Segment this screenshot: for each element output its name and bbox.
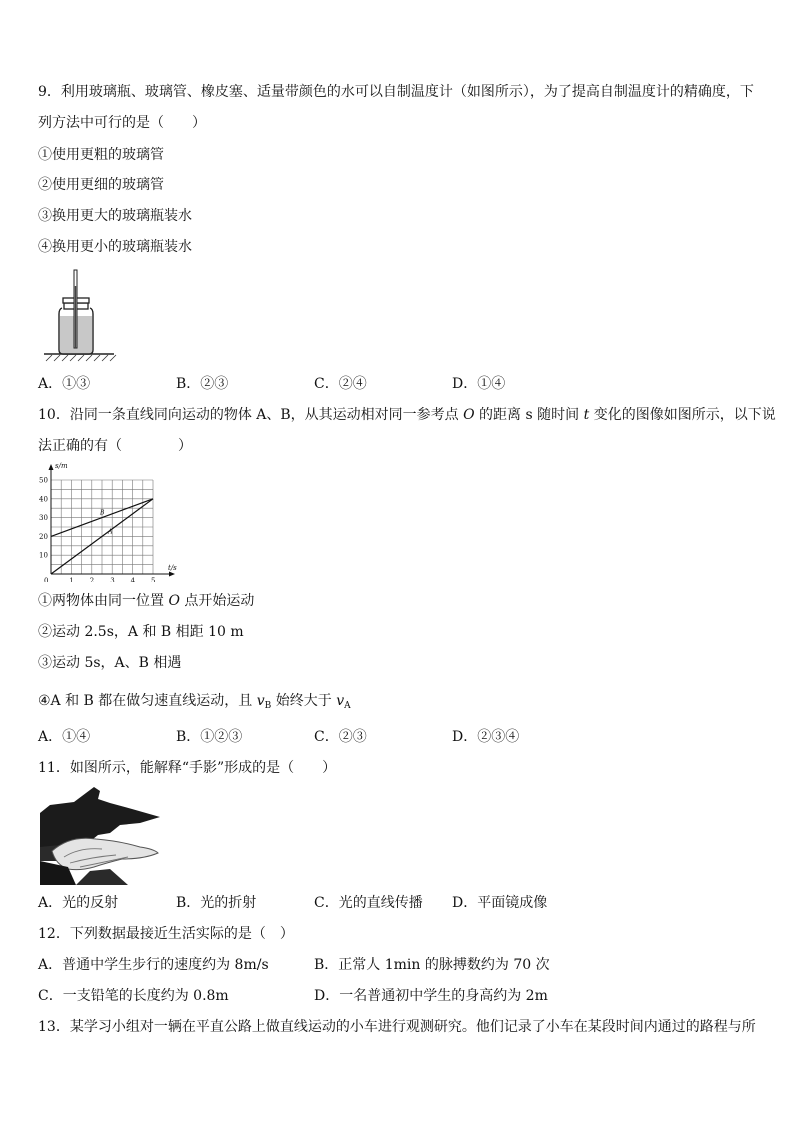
q11-option-c[interactable]: C．光的直线传播 [314, 895, 423, 911]
y-tick-label: 30 [39, 514, 48, 523]
y-tick-label: 20 [39, 532, 48, 541]
x-axis-label: t/s [168, 564, 177, 572]
series-label-B: B [99, 509, 105, 517]
y-tick-label: 50 [39, 476, 48, 485]
q11-option-d[interactable]: D．平面镜成像 [452, 895, 548, 911]
q10-item-2: ②运动 2.5s，A 和 B 相距 10 m [38, 624, 244, 640]
y-tick-label: 10 [39, 551, 48, 560]
q10-item-3: ③运动 5s，A、B 相遇 [38, 655, 182, 671]
s-t-graph [38, 460, 180, 582]
q12-stem: 12．下列数据最接近生活实际的是（ ） [38, 926, 294, 942]
x-tick-label: 5 [151, 577, 156, 582]
q10-stem-line1: 10．沿同一条直线同向运动的物体 A、B，从其运动相对同一参考点 O 的距离 s 随时间 t 变化的图像如图所示，以下说 [38, 407, 776, 423]
x-tick-label: 4 [130, 577, 136, 582]
q9-item-3: ③换用更大的玻璃瓶装水 [38, 208, 192, 224]
y-tick-label: 40 [39, 495, 48, 504]
q9-item-2: ②使用更细的玻璃管 [38, 177, 164, 193]
q11-option-b[interactable]: B．光的折射 [176, 895, 257, 911]
y-axis-label: s/m [55, 462, 68, 470]
q12-option-b[interactable]: B．正常人 1min 的脉搏数约为 70 次 [314, 957, 550, 973]
q10-item-4: ④A 和 B 都在做匀速直线运动，且 $v_B$ 始终大于 $v_A$ [38, 693, 351, 711]
q10-item-1: ①两物体由同一位置 O 点开始运动 [38, 593, 255, 609]
q9-stem-line1: 9．利用玻璃瓶、玻璃管、橡皮塞、适量带颜色的水可以自制温度计（如图所示），为了提高自制温度计的精确度，下 [38, 84, 754, 100]
q12-option-a[interactable]: A．普通中学生步行的速度约为 8m/s [38, 957, 269, 973]
q10-option-c[interactable]: C．②③ [314, 729, 367, 745]
q10-option-a[interactable]: A．①④ [38, 729, 91, 745]
q13-stem: 13．某学习小组对一辆在平直公路上做直线运动的小车进行观测研究。他们记录了小车在某段时间内通过的路程与所 [38, 1019, 756, 1035]
q9-option-a[interactable]: A．①③ [38, 376, 91, 392]
q9-option-d[interactable]: D．①④ [452, 376, 506, 392]
x-tick-label: 1 [69, 577, 74, 582]
y-axis-arrow [49, 464, 54, 470]
q9-item-4: ④换用更小的玻璃瓶装水 [38, 239, 192, 255]
series-label-A: A [108, 528, 113, 536]
q12-option-d[interactable]: D．一名普通初中学生的身高约为 2m [314, 988, 548, 1004]
thermometer-bottle-figure [38, 266, 120, 362]
q11-option-a[interactable]: A．光的反射 [38, 895, 119, 911]
x-axis-arrow [169, 572, 175, 577]
x-tick-label: 3 [110, 577, 115, 582]
q10-option-d[interactable]: D．②③④ [452, 729, 520, 745]
q9-option-b[interactable]: B．②③ [176, 376, 229, 392]
q9-stem-line2: 列方法中可行的是（ ） [38, 115, 206, 131]
x-tick-label: 2 [89, 577, 95, 582]
hand-shadow-photo [40, 787, 162, 885]
q10-option-b[interactable]: B．①②③ [176, 729, 243, 745]
q9-item-1: ①使用更粗的玻璃管 [38, 147, 164, 163]
q9-option-c[interactable]: C．②④ [314, 376, 367, 392]
origin-label: 0 [44, 577, 49, 582]
q12-option-c[interactable]: C．一支铅笔的长度约为 0.8m [38, 988, 229, 1004]
q10-stem-line2: 法正确的有（ ） [38, 438, 192, 454]
q11-stem: 11．如图所示，能解释“手影”形成的是（ ） [38, 760, 337, 776]
